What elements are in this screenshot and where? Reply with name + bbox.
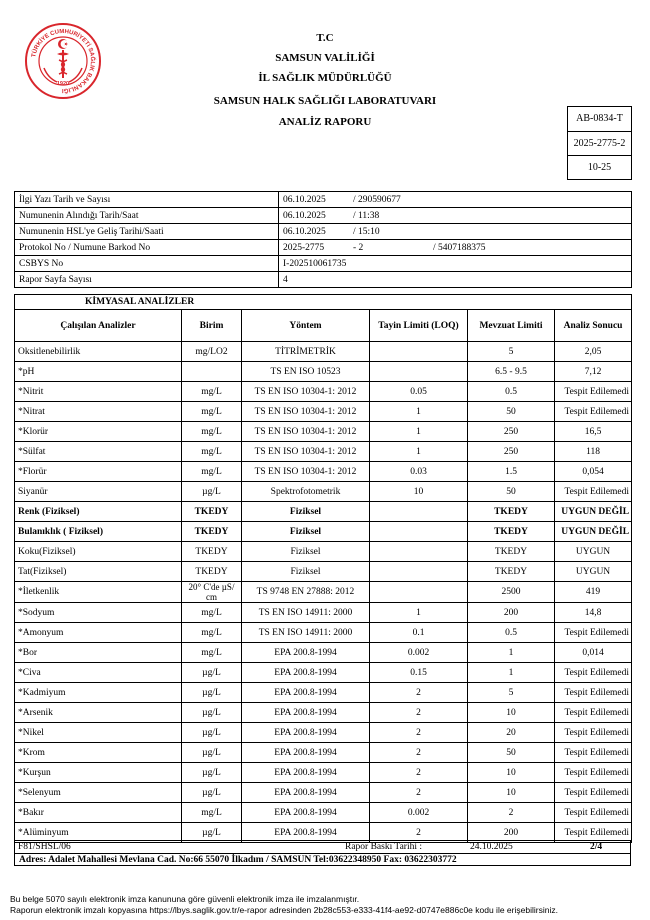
info-value-primary: 4 xyxy=(283,274,288,285)
section-title-row xyxy=(15,295,632,310)
header-line-directorate: İL SAĞLIK MÜDÜRLÜĞÜ xyxy=(258,72,392,84)
lab-address: Adres: Adalet Mahallesi Mevlana Cad. No:66 55070 İlkadım / SAMSUN Tel:03622348950 Fax: 03622303772 xyxy=(14,853,631,866)
analyte-name: *Arsenik xyxy=(15,703,182,723)
analyte-method: TS EN ISO 10304-1: 2012 xyxy=(242,422,370,442)
analyte-name: *Nikel xyxy=(15,723,182,743)
analyte-legal-limit: 6.5 - 9.5 xyxy=(468,362,555,382)
info-row xyxy=(15,224,632,240)
analyte-legal-limit: TKEDY xyxy=(468,542,555,562)
reference-period: 10-25 xyxy=(568,155,631,179)
sample-info-table xyxy=(14,191,632,288)
table-row xyxy=(15,723,632,743)
reference-box xyxy=(567,106,632,180)
analyte-result: Tespit Edilemedi xyxy=(555,803,632,823)
analyte-method: Fiziksel xyxy=(242,522,370,542)
table-row xyxy=(15,542,632,562)
analyte-legal-limit: 50 xyxy=(468,743,555,763)
analyte-method: EPA 200.8-1994 xyxy=(242,803,370,823)
info-value-primary: 06.10.2025 xyxy=(283,226,326,237)
analyte-name: *Kurşun xyxy=(15,763,182,783)
analyte-method: EPA 200.8-1994 xyxy=(242,663,370,683)
analyte-loq xyxy=(370,562,468,582)
analyte-loq xyxy=(370,582,468,603)
analyte-loq: 0.05 xyxy=(370,382,468,402)
analyte-unit: mg/L xyxy=(182,643,242,663)
e-signature-note: Bu belge 5070 sayılı elektronik imza kanununa göre güvenli elektronik imza ile imzalanmıştır. xyxy=(10,894,360,904)
analyte-method: TS EN ISO 14911: 2000 xyxy=(242,603,370,623)
column-header: Yöntem xyxy=(242,310,370,342)
analyte-loq xyxy=(370,542,468,562)
column-header: Mevzuat Limiti xyxy=(468,310,555,342)
analyte-unit: µg/L xyxy=(182,703,242,723)
analyte-loq: 0.002 xyxy=(370,803,468,823)
analyte-unit: mg/L xyxy=(182,623,242,643)
analyte-result: UYGUN DEĞİL xyxy=(555,502,632,522)
analyte-unit: mg/L xyxy=(182,462,242,482)
table-row xyxy=(15,482,632,502)
analyte-unit: mg/L xyxy=(182,603,242,623)
analyte-unit: µg/L xyxy=(182,763,242,783)
reference-code: AB-0834-T xyxy=(576,113,623,124)
analyte-name: *İletkenlik xyxy=(15,582,182,603)
info-value xyxy=(279,272,632,288)
table-row xyxy=(15,382,632,402)
analyte-name: Koku(Fiziksel) xyxy=(15,542,182,562)
table-row xyxy=(15,603,632,623)
seal-ring-text: TÜRKİYE CUMHURİYETİ SAĞLIK BAKANLIĞI xyxy=(31,28,96,94)
analyte-loq: 1 xyxy=(370,402,468,422)
table-row xyxy=(15,342,632,362)
analyte-result: Tespit Edilemedi xyxy=(555,623,632,643)
info-value-primary: I-202510061735 xyxy=(283,258,347,269)
analyte-loq: 2 xyxy=(370,763,468,783)
analyte-result: UYGUN xyxy=(555,562,632,582)
analyte-name: *pH xyxy=(15,362,182,382)
table-row xyxy=(15,783,632,803)
analyte-legal-limit: 200 xyxy=(468,823,555,843)
analyte-name: *Bor xyxy=(15,643,182,663)
table-row xyxy=(15,643,632,663)
column-header: Tayin Limiti (LOQ) xyxy=(370,310,468,342)
analyte-unit: mg/L xyxy=(182,382,242,402)
info-row xyxy=(15,192,632,208)
analyte-result: 14,8 xyxy=(555,603,632,623)
analyte-method: EPA 200.8-1994 xyxy=(242,643,370,663)
info-label: Numunenin Alındığı Tarih/Saat xyxy=(15,208,279,224)
analyte-legal-limit: 10 xyxy=(468,703,555,723)
analyte-loq: 0.15 xyxy=(370,663,468,683)
analyte-unit: TKEDY xyxy=(182,542,242,562)
analyte-unit: µg/L xyxy=(182,482,242,502)
info-value-secondary: / 15:10 xyxy=(353,226,380,237)
analyte-legal-limit: TKEDY xyxy=(468,522,555,542)
analyte-result: Tespit Edilemedi xyxy=(555,482,632,502)
analyte-name: *Civa xyxy=(15,663,182,683)
analyte-method: TS 9748 EN 27888: 2012 xyxy=(242,582,370,603)
header-line-tc: T.C xyxy=(316,32,334,44)
analyte-method: EPA 200.8-1994 xyxy=(242,743,370,763)
table-row xyxy=(15,663,632,683)
table-row xyxy=(15,683,632,703)
analyte-loq: 0.03 xyxy=(370,462,468,482)
analyte-loq: 1 xyxy=(370,603,468,623)
analyte-loq: 1 xyxy=(370,442,468,462)
analyte-result: 0,054 xyxy=(555,462,632,482)
table-row xyxy=(15,763,632,783)
analyte-name: Oksitlenebilirlik xyxy=(15,342,182,362)
analyte-legal-limit: 0.5 xyxy=(468,382,555,402)
analyte-name: *Sülfat xyxy=(15,442,182,462)
info-value xyxy=(279,208,632,224)
chemical-analysis-table xyxy=(14,294,632,843)
analyte-loq: 2 xyxy=(370,743,468,763)
analyte-method: TS EN ISO 10304-1: 2012 xyxy=(242,462,370,482)
table-row xyxy=(15,402,632,422)
analyte-loq xyxy=(370,342,468,362)
analyte-legal-limit: 5 xyxy=(468,342,555,362)
analyte-result: Tespit Edilemedi xyxy=(555,743,632,763)
analyte-unit: mg/L xyxy=(182,442,242,462)
analyte-name: *Florür xyxy=(15,462,182,482)
analyte-unit: µg/L xyxy=(182,823,242,843)
analyte-result: 7,12 xyxy=(555,362,632,382)
e-report-access-note: Raporun elektronik imzalı kopyasına https://lbys.saglik.gov.tr/e-rapor adresinden 2b28c553-e333-41f4-ae92-d0747e886c0e kodu ile erişebilirsiniz. xyxy=(10,905,558,915)
seal-year: 1920 xyxy=(56,81,70,87)
info-label: İlgi Yazı Tarih ve Sayısı xyxy=(15,192,279,208)
table-row xyxy=(15,743,632,763)
analyte-legal-limit: 250 xyxy=(468,442,555,462)
info-row xyxy=(15,256,632,272)
analyte-name: Siyanür xyxy=(15,482,182,502)
info-value-secondary: / 290590677 xyxy=(353,194,401,205)
info-value-secondary: / 11:38 xyxy=(353,210,380,221)
column-header: Çalışılan Analizler xyxy=(15,310,182,342)
header-line-governorship: SAMSUN VALİLİĞİ xyxy=(275,52,375,64)
analyte-result: UYGUN xyxy=(555,542,632,562)
table-row xyxy=(15,522,632,542)
analyte-unit: µg/L xyxy=(182,683,242,703)
analyte-legal-limit: 50 xyxy=(468,482,555,502)
analyte-result: Tespit Edilemedi xyxy=(555,783,632,803)
analyte-method: TS EN ISO 10304-1: 2012 xyxy=(242,442,370,462)
table-row xyxy=(15,502,632,522)
info-row xyxy=(15,240,632,256)
analyte-unit: µg/L xyxy=(182,783,242,803)
analyte-method: Spektrofotometrik xyxy=(242,482,370,502)
table-row xyxy=(15,582,632,603)
analyte-loq: 10 xyxy=(370,482,468,502)
analyte-name: Renk (Fiziksel) xyxy=(15,502,182,522)
analyte-result: 118 xyxy=(555,442,632,462)
analyte-method: TS EN ISO 14911: 2000 xyxy=(242,623,370,643)
page-number: 2/4 xyxy=(590,842,603,852)
info-label: CSBYS No xyxy=(15,256,279,272)
analyte-loq xyxy=(370,502,468,522)
analyte-name: *Selenyum xyxy=(15,783,182,803)
analyte-result: Tespit Edilemedi xyxy=(555,823,632,843)
analyte-legal-limit: 10 xyxy=(468,763,555,783)
analyte-unit: µg/L xyxy=(182,663,242,683)
analyte-method: TS EN ISO 10523 xyxy=(242,362,370,382)
analyte-legal-limit: 0.5 xyxy=(468,623,555,643)
analyte-result: Tespit Edilemedi xyxy=(555,723,632,743)
analyte-loq: 2 xyxy=(370,783,468,803)
info-value-primary: 06.10.2025 xyxy=(283,194,326,205)
footer-meta-row xyxy=(14,840,631,853)
header-line-laboratory: SAMSUN HALK SAĞLIĞI LABORATUVARI xyxy=(213,95,437,107)
column-header: Analiz Sonucu xyxy=(555,310,632,342)
form-code: F81/SHSL/06 xyxy=(18,842,71,852)
analyte-name: *Sodyum xyxy=(15,603,182,623)
analyte-unit: µg/L xyxy=(182,743,242,763)
analyte-legal-limit: 5 xyxy=(468,683,555,703)
analyte-method: TS EN ISO 10304-1: 2012 xyxy=(242,402,370,422)
analyte-loq: 0.002 xyxy=(370,643,468,663)
analyte-name: *Krom xyxy=(15,743,182,763)
analyte-result: 2,05 xyxy=(555,342,632,362)
analyte-unit: µg/L xyxy=(182,723,242,743)
table-row xyxy=(15,422,632,442)
analyte-result: 419 xyxy=(555,582,632,603)
info-value xyxy=(279,240,632,256)
analyte-method: EPA 200.8-1994 xyxy=(242,683,370,703)
info-value-primary: 2025-2775 xyxy=(283,242,325,253)
analyte-loq xyxy=(370,522,468,542)
analyte-legal-limit: 1.5 xyxy=(468,462,555,482)
analyte-name: Bulanıklık ( Fiziksel) xyxy=(15,522,182,542)
analyte-loq: 2 xyxy=(370,683,468,703)
analyte-result: Tespit Edilemedi xyxy=(555,763,632,783)
info-value xyxy=(279,192,632,208)
table-row xyxy=(15,803,632,823)
analyte-method: EPA 200.8-1994 xyxy=(242,763,370,783)
analyte-method: Fiziksel xyxy=(242,562,370,582)
analyte-legal-limit: TKEDY xyxy=(468,562,555,582)
analyte-name: *Bakır xyxy=(15,803,182,823)
analyte-method: TS EN ISO 10304-1: 2012 xyxy=(242,382,370,402)
analyte-legal-limit: TKEDY xyxy=(468,502,555,522)
analyte-method: TİTRİMETRİK xyxy=(242,342,370,362)
analyte-unit: TKEDY xyxy=(182,562,242,582)
table-row xyxy=(15,623,632,643)
analyte-name: Tat(Fiziksel) xyxy=(15,562,182,582)
table-row xyxy=(15,703,632,723)
analyte-legal-limit: 2 xyxy=(468,803,555,823)
analyte-legal-limit: 1 xyxy=(468,643,555,663)
analyte-legal-limit: 1 xyxy=(468,663,555,683)
table-row xyxy=(15,562,632,582)
analyte-unit: TKEDY xyxy=(182,522,242,542)
analyte-result: UYGUN DEĞİL xyxy=(555,522,632,542)
reference-number: 2025-2775-2 xyxy=(568,131,631,155)
analyte-method: Fiziksel xyxy=(242,502,370,522)
analyte-result: 16,5 xyxy=(555,422,632,442)
analyte-name: *Alüminyum xyxy=(15,823,182,843)
print-date-label: Rapor Baskı Tarihi : xyxy=(345,842,422,852)
analyte-unit: TKEDY xyxy=(182,502,242,522)
analyte-name: *Kadmiyum xyxy=(15,683,182,703)
analyte-result: Tespit Edilemedi xyxy=(555,663,632,683)
info-value xyxy=(279,224,632,240)
section-title: KİMYASAL ANALİZLER xyxy=(15,295,632,310)
analyte-result: 0,014 xyxy=(555,643,632,663)
print-date: 24.10.2025 xyxy=(470,842,513,852)
analyte-loq: 1 xyxy=(370,422,468,442)
analyte-legal-limit: 250 xyxy=(468,422,555,442)
analyte-method: EPA 200.8-1994 xyxy=(242,703,370,723)
info-label: Rapor Sayfa Sayısı xyxy=(15,272,279,288)
analyte-method: EPA 200.8-1994 xyxy=(242,783,370,803)
table-row xyxy=(15,362,632,382)
analyte-unit: mg/L xyxy=(182,803,242,823)
info-value-tertiary: / 5407188375 xyxy=(433,242,486,253)
e-signature-notes xyxy=(10,894,558,916)
analyte-loq: 2 xyxy=(370,823,468,843)
analyte-name: *Nitrat xyxy=(15,402,182,422)
info-label: Numunenin HSL'ye Geliş Tarihi/Saati xyxy=(15,224,279,240)
analyte-loq: 0.1 xyxy=(370,623,468,643)
analyte-loq xyxy=(370,362,468,382)
analyte-loq: 2 xyxy=(370,723,468,743)
analyte-unit xyxy=(182,362,242,382)
analyte-method: Fiziksel xyxy=(242,542,370,562)
report-title: ANALİZ RAPORU xyxy=(278,116,372,128)
info-value-primary: 06.10.2025 xyxy=(283,210,326,221)
analyte-result: Tespit Edilemedi xyxy=(555,703,632,723)
analyte-method: EPA 200.8-1994 xyxy=(242,823,370,843)
analyte-name: *Amonyum xyxy=(15,623,182,643)
analyte-legal-limit: 2500 xyxy=(468,582,555,603)
info-row xyxy=(15,208,632,224)
analyte-unit: mg/L xyxy=(182,422,242,442)
analyte-legal-limit: 50 xyxy=(468,402,555,422)
analyte-legal-limit: 10 xyxy=(468,783,555,803)
table-row xyxy=(15,462,632,482)
column-header: Birim xyxy=(182,310,242,342)
analyte-unit: 20° C'de µS/ cm xyxy=(182,582,242,603)
analyte-result: Tespit Edilemedi xyxy=(555,683,632,703)
analyte-result: Tespit Edilemedi xyxy=(555,382,632,402)
analyte-unit: mg/L xyxy=(182,402,242,422)
analyte-result: Tespit Edilemedi xyxy=(555,402,632,422)
analyte-legal-limit: 200 xyxy=(468,603,555,623)
info-label: Protokol No / Numune Barkod No xyxy=(15,240,279,256)
table-row xyxy=(15,442,632,462)
table-header-row xyxy=(15,310,632,342)
analyte-method: EPA 200.8-1994 xyxy=(242,723,370,743)
analyte-name: *Klorür xyxy=(15,422,182,442)
info-value xyxy=(279,256,632,272)
info-value-secondary: - 2 xyxy=(353,242,364,253)
analyte-name: *Nitrit xyxy=(15,382,182,402)
info-row xyxy=(15,272,632,288)
analyte-legal-limit: 20 xyxy=(468,723,555,743)
analyte-unit: mg/LO2 xyxy=(182,342,242,362)
analyte-loq: 2 xyxy=(370,703,468,723)
